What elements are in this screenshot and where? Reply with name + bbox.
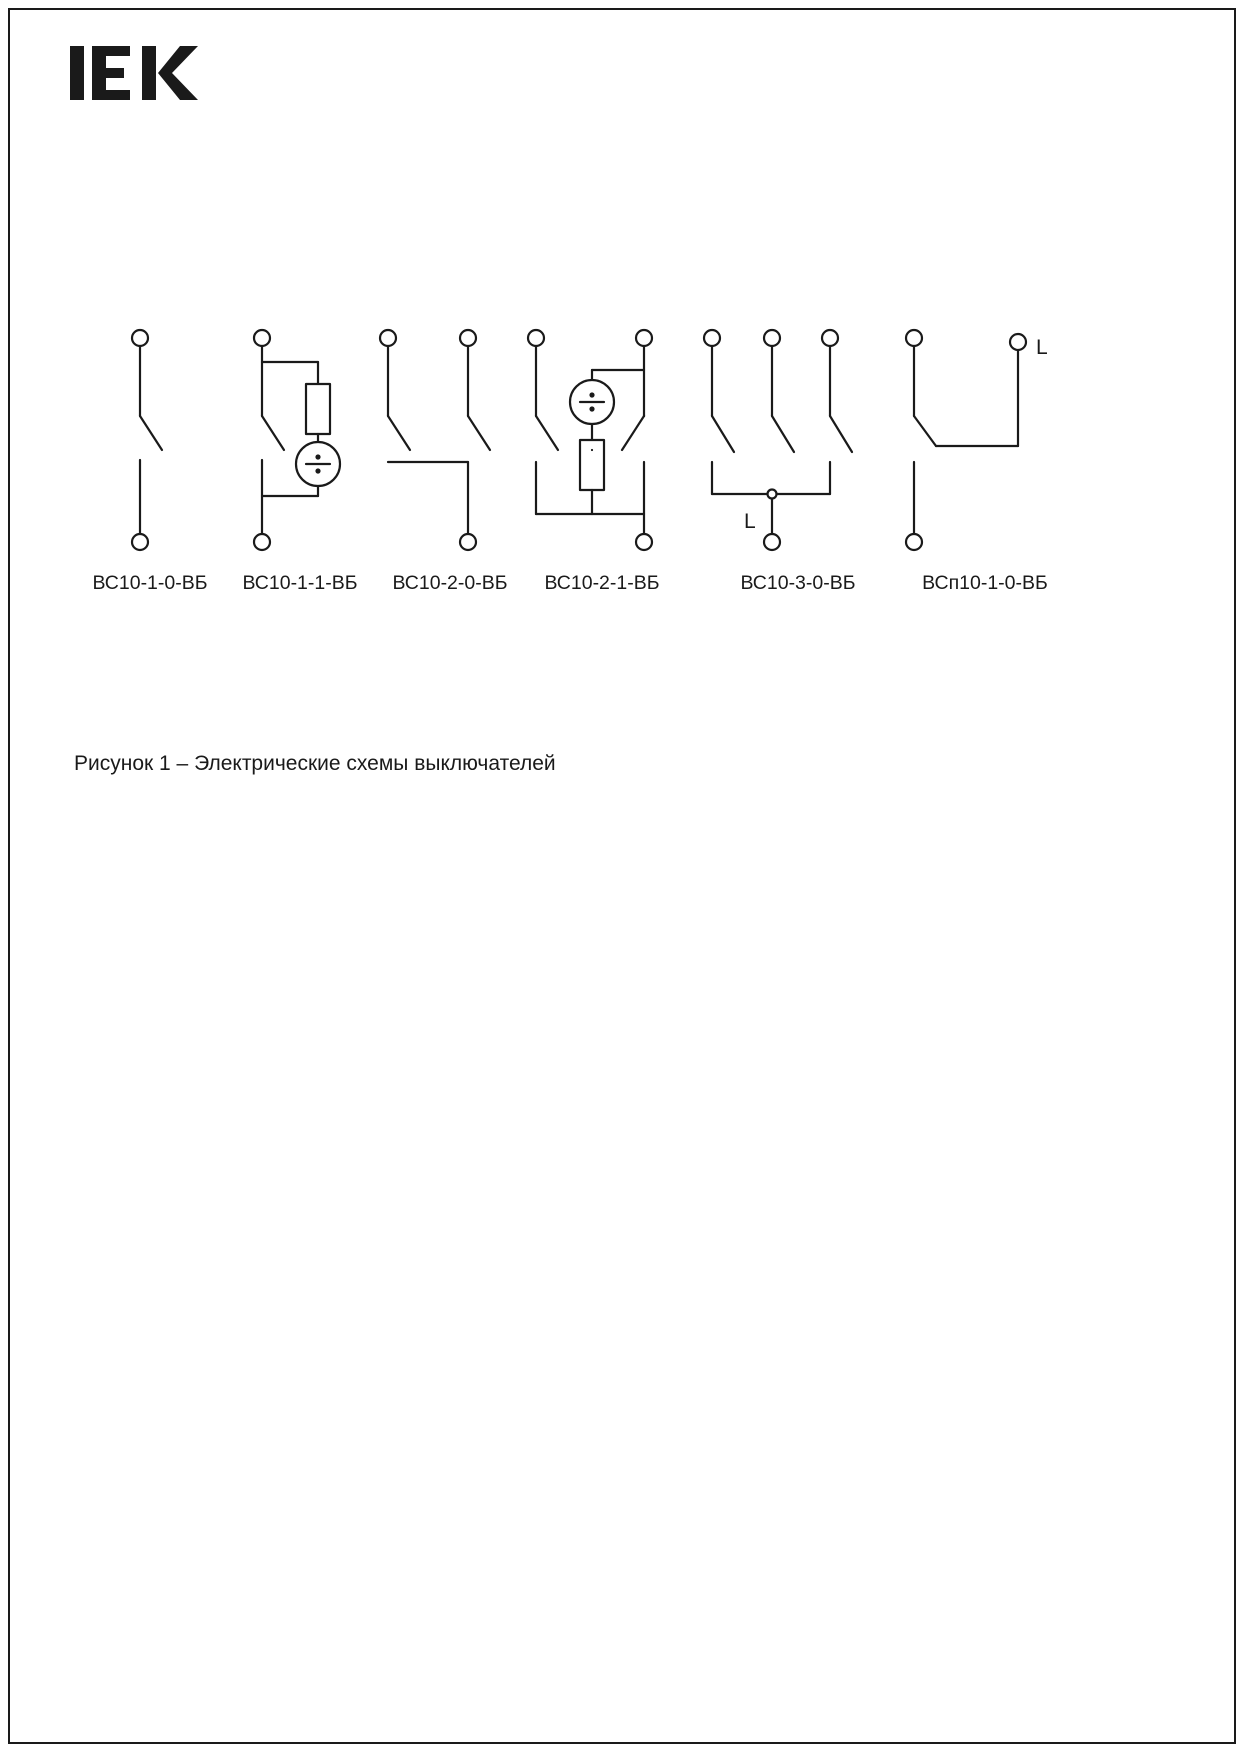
scheme-vs10-1-1 bbox=[254, 330, 340, 550]
scheme-vs10-2-0 bbox=[380, 330, 490, 550]
scheme-label-vs10-1-0: ВС10-1-0-ВБ bbox=[92, 572, 208, 594]
scheme-label-vs10-1-1: ВС10-1-1-ВБ bbox=[242, 572, 358, 594]
scheme-vs10-1-0 bbox=[132, 330, 162, 550]
terminal-label-L-scheme6: L bbox=[1036, 336, 1048, 359]
scheme-label-vs10-3-0: ВС10-3-0-ВБ bbox=[740, 572, 856, 594]
scheme-label-vsp10-1-0: ВСп10-1-0-ВБ bbox=[922, 572, 1048, 594]
scheme-label-vs10-2-1: ВС10-2-1-ВБ bbox=[544, 572, 660, 594]
scheme-label-vs10-2-0: ВС10-2-0-ВБ bbox=[392, 572, 508, 594]
page-border bbox=[8, 8, 1236, 1744]
scheme-vs10-3-0 bbox=[704, 330, 852, 550]
iek-logo-icon bbox=[68, 38, 198, 108]
iek-logo bbox=[68, 38, 198, 108]
figure-caption: Рисунок 1 – Электрические схемы выключателей bbox=[74, 752, 556, 775]
scheme-vsp10-1-0 bbox=[906, 330, 1048, 550]
terminal-label-L-scheme5: L bbox=[744, 510, 756, 533]
scheme-vs10-2-1 bbox=[528, 330, 652, 550]
scheme-labels-row bbox=[40, 572, 1160, 602]
